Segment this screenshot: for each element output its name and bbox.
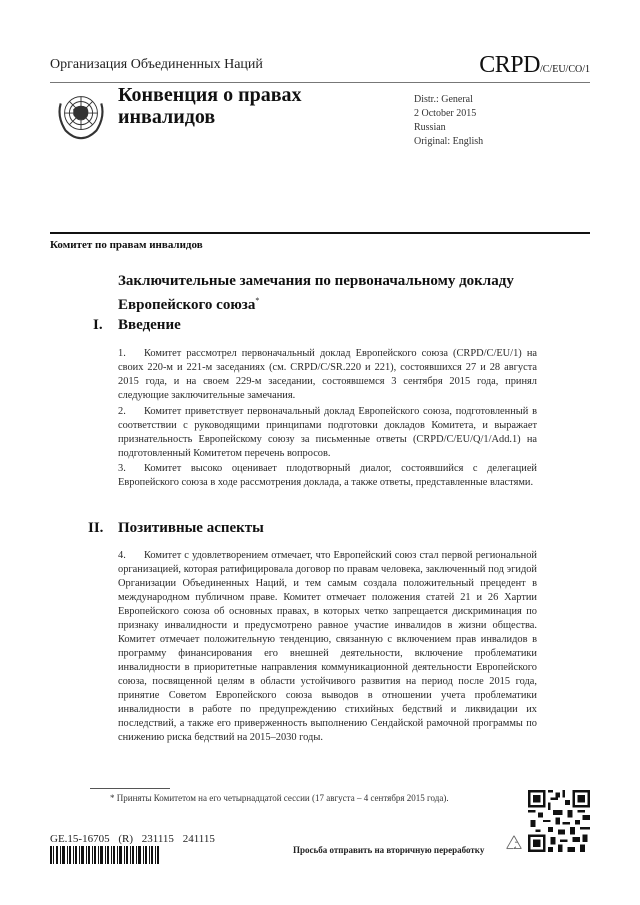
distr-date: 2 October 2015 [414, 108, 477, 119]
un-emblem-icon [52, 86, 110, 144]
title-line-2: инвалидов [118, 106, 216, 128]
footnote-rule [90, 788, 170, 789]
title-line-1: Конвенция о правах [118, 84, 302, 106]
barcode-icon [50, 846, 160, 864]
distr-language: Russian [414, 122, 446, 133]
paragraph-2 [118, 405, 537, 461]
job-number [50, 833, 215, 845]
job-code: GE.15-16705 (R) [50, 833, 133, 845]
section-1-title: Введение [118, 317, 181, 333]
document-title [118, 272, 538, 315]
header-rule [50, 82, 590, 83]
paragraph-1 [118, 347, 537, 403]
footnote: * Приняты Комитетом на его четырнадцатой сессии (17 августа – 4 сентября 2015 года). [110, 793, 449, 803]
paragraph-text: Комитет высоко оценивает плодотворный диалог, состоявшийся с делегацией Европейского союза в ходе рассмотрения доклада, а также ответы, представленные властями. [118, 463, 537, 488]
paragraph-3 [118, 462, 537, 490]
distribution-info [414, 93, 483, 149]
doc-title-line-1: Заключительные замечания по первоначальному докладу [118, 273, 514, 289]
document-symbol [479, 52, 590, 79]
paragraph-number: 2. [118, 406, 126, 417]
qr-code-icon [528, 790, 590, 852]
paragraph-text: Комитет с удовлетворением отмечает, что Европейский союз стал первой региональной организацией, которая ратифицировала договор по правам человека, заключенный под эгидой Организации Объединенных Наций, и тем самым создала положительный прецедент в международном публичном праве. Комитет отмечает положения статей 21 и 26 Хартии Европейского союза об основных правах, в которых четко запрещается дискриминация по признаку инвалидности и предусмотрено равное участие инвалидов в жизни общества. Комитет отмечает положительную тенденцию, связанную с включением прав инвалидов в программу финансирования его внешней деятельности, включение проблематики инвалидности в приоритетные направления коммуникационной деятельности Европейского союза, посвященной целям в области устойчивого развития на период после 2015 года, принятие Советом Европейского союза выводов в отношении учета проблематики инвалидности в работе по предупреждению стихийных бедствий и ликвидации их последствий, а также его приверженность выполнению Сендайской рамочной программы по снижению риска бедствий на 2015–2030 годы. [118, 550, 537, 743]
paragraph-text: Комитет рассмотрел первоначальный доклад Европейского союза (CRPD/C/EU/1) на своих 220-м и 221-м заседаниях (см. CRPD/C/SR.220 и 221), состоявшихся 27 и 28 августа 2015 года, и на своем 229-м заседании, состоявшемся 3 сентября 2015 года, принял следующие заключительные замечания. [118, 348, 537, 401]
section-2-title: Позитивные аспекты [118, 520, 264, 536]
convention-title [118, 84, 302, 128]
paragraph-number: 1. [118, 348, 126, 359]
paragraph-4 [118, 549, 537, 745]
paragraph-number: 3. [118, 463, 126, 474]
paragraph-text: Комитет приветствует первоначальный доклад Европейского союза, подготовленный в соответствии с руководящими принципами подготовки докладов Комитета, и выражает признательность Европейскому союзу за письменные ответы (CRPD/C/EU/Q/1/Add.1) на подготовленный Комитетом перечень вопросов. [118, 406, 537, 459]
job-date-1: 231115 [141, 833, 174, 845]
recycle-icon [503, 833, 525, 855]
symbol-suffix: /C/EU/CO/1 [539, 64, 590, 75]
section-2-number: II. [88, 520, 104, 536]
committee-rule [50, 232, 590, 234]
paragraph-number: 4. [118, 550, 126, 561]
symbol-main: CRPD [479, 52, 540, 78]
footnote-mark: * [255, 296, 260, 305]
job-date-2: 241115 [182, 833, 215, 845]
section-1-number: I. [93, 317, 103, 333]
committee-name: Комитет по правам инвалидов [50, 239, 203, 251]
recycle-notice: Просьба отправить на вторичную переработку [293, 845, 485, 855]
doc-title-line-2: Европейского союза [118, 297, 256, 313]
organization-name: Организация Объединенных Наций [50, 57, 263, 72]
distr-general: Distr.: General [414, 94, 473, 105]
distr-original: Original: English [414, 136, 484, 147]
